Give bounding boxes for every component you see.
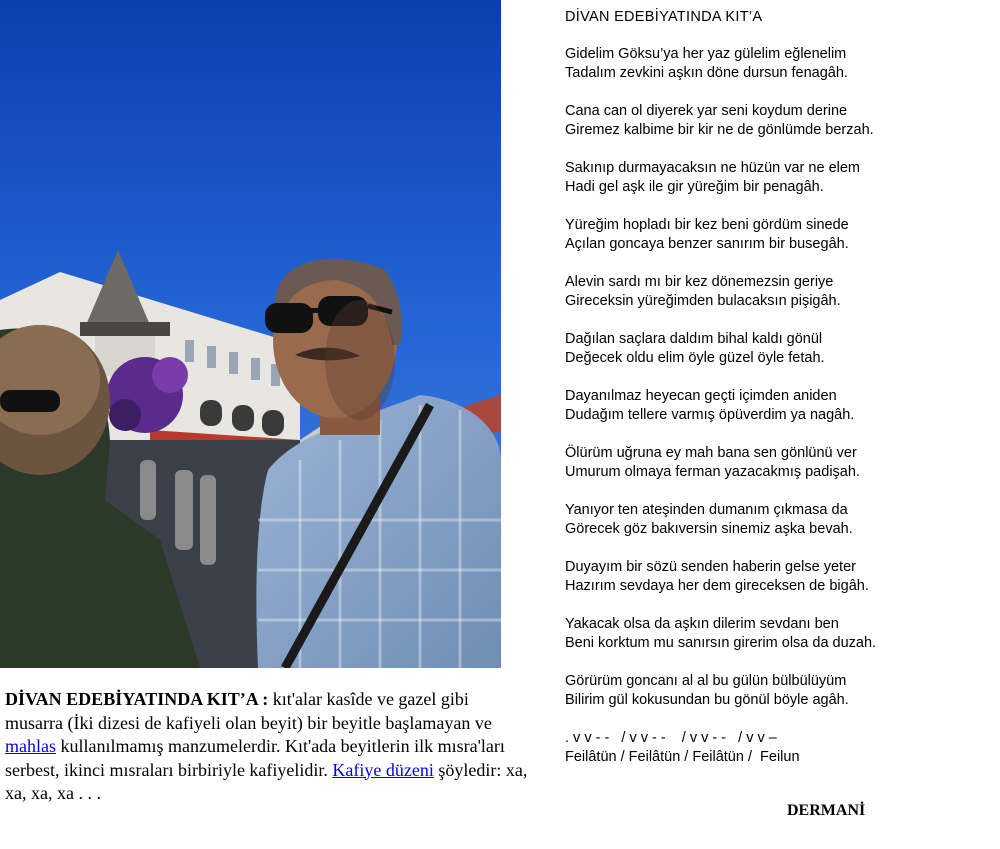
meter — [565, 729, 985, 767]
stanza-line: Yanıyor ten ateşinden dumanım çıkmasa da — [565, 502, 848, 518]
stanza-line: Duyayım bir sözü senden haberin gelse yeter — [565, 559, 856, 575]
stanza-line: Hazırım sevdaya her dem gireceksen de bigâh. — [565, 578, 869, 594]
kafiye-duzeni-link[interactable]: Kafiye düzeni — [332, 759, 434, 780]
stanza-line: Değecek oldu elim öyle güzel öyle fetah. — [565, 350, 825, 366]
stanza-line: Giremez kalbime bir kir ne de gönlümde berzah. — [565, 122, 874, 138]
stanza — [565, 615, 985, 653]
stanza-line: Gidelim Göksu’ya her yaz gülelim eğlenelim — [565, 46, 847, 62]
stanza — [565, 159, 985, 197]
stanza-line: Alevin sardı mı bir kez dönemezsin geriye — [565, 274, 834, 290]
poet-signature: DERMANİ — [787, 802, 866, 819]
caption-title: DİVAN EDEBİYATINDA KIT’A : — [5, 689, 269, 709]
stanza — [565, 273, 985, 311]
caption-text-3: şöyledir: xa, xa, xa, xa . . . — [5, 759, 528, 803]
stanza-line: Umurum olmaya ferman yazacakmış padişah. — [565, 464, 860, 480]
stanza — [565, 444, 985, 482]
stanza-line: Ölürüm uğruna ey mah bana sen gönlünü ver — [565, 445, 857, 461]
stanza-line: Beni korktum mu sanırsın girerim olsa da duzah. — [565, 635, 877, 651]
mahlas-link[interactable]: mahlas — [5, 736, 56, 756]
stanza-line: Bilirim gül kokusundan bu gönül böyle agâh. — [565, 692, 849, 708]
photo-illustration — [0, 0, 501, 668]
stanza-line: Dudağım tellere varmış öpüverdim ya nagâh. — [565, 407, 855, 423]
meter-scansion: . v v - - / v v - - / v v - - / v v – — [565, 730, 777, 746]
poem-stanzas — [565, 45, 985, 710]
meter-feet: Feilâtün / Feilâtün / Feilâtün / Feilun — [565, 749, 800, 765]
stanza — [565, 558, 985, 596]
stanza-line: Hadi gel aşk ile gir yüreğim bir penagâh. — [565, 179, 824, 195]
stanza-line: Gireceksin yüreğimden bulacaksın pişigâh. — [565, 293, 841, 309]
caption-paragraph — [5, 688, 530, 806]
stanza — [565, 102, 985, 140]
caption-text-2: kullanılmamış manzumelerdir. Kıt'ada beyitlerin ilk mısra'ları serbest, ikinci mısraları birbiriyle kafiyelidir. — [5, 736, 505, 780]
stanza-line: Açılan goncaya benzer sanırım bir busegâh. — [565, 236, 849, 252]
stanza-line: Görürüm goncanı al al bu gülün bülbülüyüm — [565, 673, 847, 689]
stanza-line: Sakınıp durmayacaksın ne hüzün var ne elem — [565, 160, 860, 176]
stanza-line: Görecek göz bakıversin sinemiz aşka bevah. — [565, 521, 853, 537]
stanza — [565, 330, 985, 368]
stanza — [565, 501, 985, 539]
stanza — [565, 45, 985, 83]
stanza-line: Dayanılmaz heyecan geçti içimden aniden — [565, 388, 837, 404]
photo-selfie-image — [0, 0, 501, 668]
stanza — [565, 387, 985, 425]
poem — [565, 8, 985, 767]
stanza — [565, 672, 985, 710]
poem-title: DİVAN EDEBİYATINDA KIT’A — [565, 9, 763, 25]
stanza-line: Cana can ol diyerek yar seni koydum derine — [565, 103, 848, 119]
stanza-line: Dağılan saçlara daldım bihal kaldı gönül — [565, 331, 823, 347]
caption-text-1: kıt'alar kasîde ve gazel gibi musarra (İki dizesi de kafiyeli olan beyit) bir beyitle başlamayan ve — [5, 689, 492, 733]
stanza — [565, 216, 985, 254]
stanza-line: Yüreğim hopladı bir kez beni gördüm sinede — [565, 217, 849, 233]
stanza-line: Yakacak olsa da aşkın dilerim sevdanı ben — [565, 616, 839, 632]
stanza-line: Tadalım zevkini aşkın döne dursun fenagâh. — [565, 65, 848, 81]
